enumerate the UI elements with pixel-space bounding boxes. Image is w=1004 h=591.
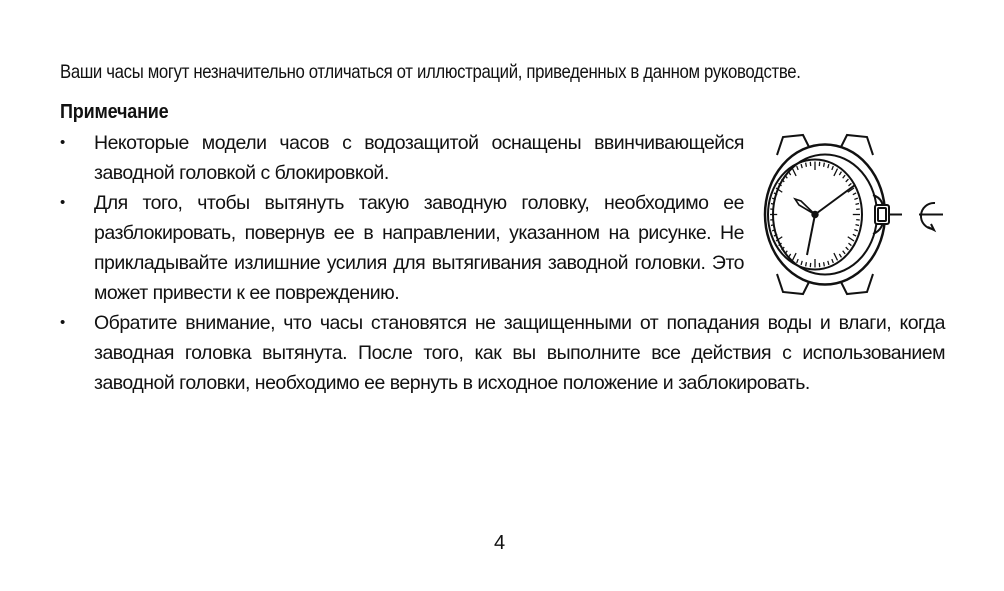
dial-tick (824, 163, 825, 167)
dial-tick (839, 254, 841, 257)
dial-tick (806, 262, 807, 266)
dial-tick (839, 172, 841, 175)
dial-tick (771, 203, 775, 204)
dial-tick (801, 164, 802, 168)
dial-tick (848, 243, 851, 245)
dial-tick (846, 247, 849, 250)
bullet-dot: • (60, 134, 65, 151)
page-number: 4 (494, 532, 506, 554)
dial-tick (834, 253, 838, 260)
dial-tick (853, 193, 856, 195)
dial-tick (789, 254, 791, 257)
bullet-dot: • (60, 194, 65, 211)
dial-tick (789, 172, 791, 175)
dial-tick (771, 225, 775, 226)
dial-tick (853, 234, 856, 236)
dial-tick (843, 175, 845, 178)
dial-tick (793, 169, 797, 176)
dial-tick (854, 198, 857, 199)
note-item-text: Обратите внимание, что часы становятся не защищенными от попадания воды и влаги, когда заводная головка вытянута. После того, как вы выполните все действия с использованием заводной головки, необходимо ее вернуть в исходное положение и заблокировать. (94, 312, 945, 394)
dial-tick (801, 261, 802, 265)
intro-text: Ваши часы могут незначительно отличаться от иллюстраций, приведенных в данном руководстве. (60, 61, 801, 83)
dial-tick (834, 169, 838, 176)
dial-tick (843, 251, 845, 254)
dial-tick (828, 164, 829, 168)
dial-tick (846, 179, 849, 182)
note-item-text: Для того, чтобы вытянуть такую заводную головку, необходимо ее разблокировать, повернув ее в направлении, указанном на рисунке. Не прикладывайте излишние усилия для вытягивания заводной головки. Это может привести к ее повреждению. (94, 192, 744, 304)
dial-tick (797, 259, 798, 263)
dial-tick (848, 183, 851, 185)
dial-tick (793, 253, 797, 260)
dial-tick (854, 230, 857, 231)
dial-tick (855, 225, 859, 226)
dial-tick (848, 237, 854, 241)
note-heading: Примечание (60, 101, 169, 123)
dial-tick (806, 163, 807, 167)
dial-tick (855, 203, 859, 204)
dial-tick (824, 262, 825, 266)
dial-tick (832, 166, 833, 170)
note-item (60, 308, 945, 398)
dial-tick (797, 166, 798, 170)
dial-tick (832, 259, 833, 263)
dial-tick (828, 261, 829, 265)
bullet-dot: • (60, 314, 65, 331)
watch-crown-unscrew-icon (755, 133, 950, 296)
note-item-text: Некоторые модели часов с водозащитой оснащены ввинчивающейся заводной головкой с блокировкой. (94, 132, 744, 184)
